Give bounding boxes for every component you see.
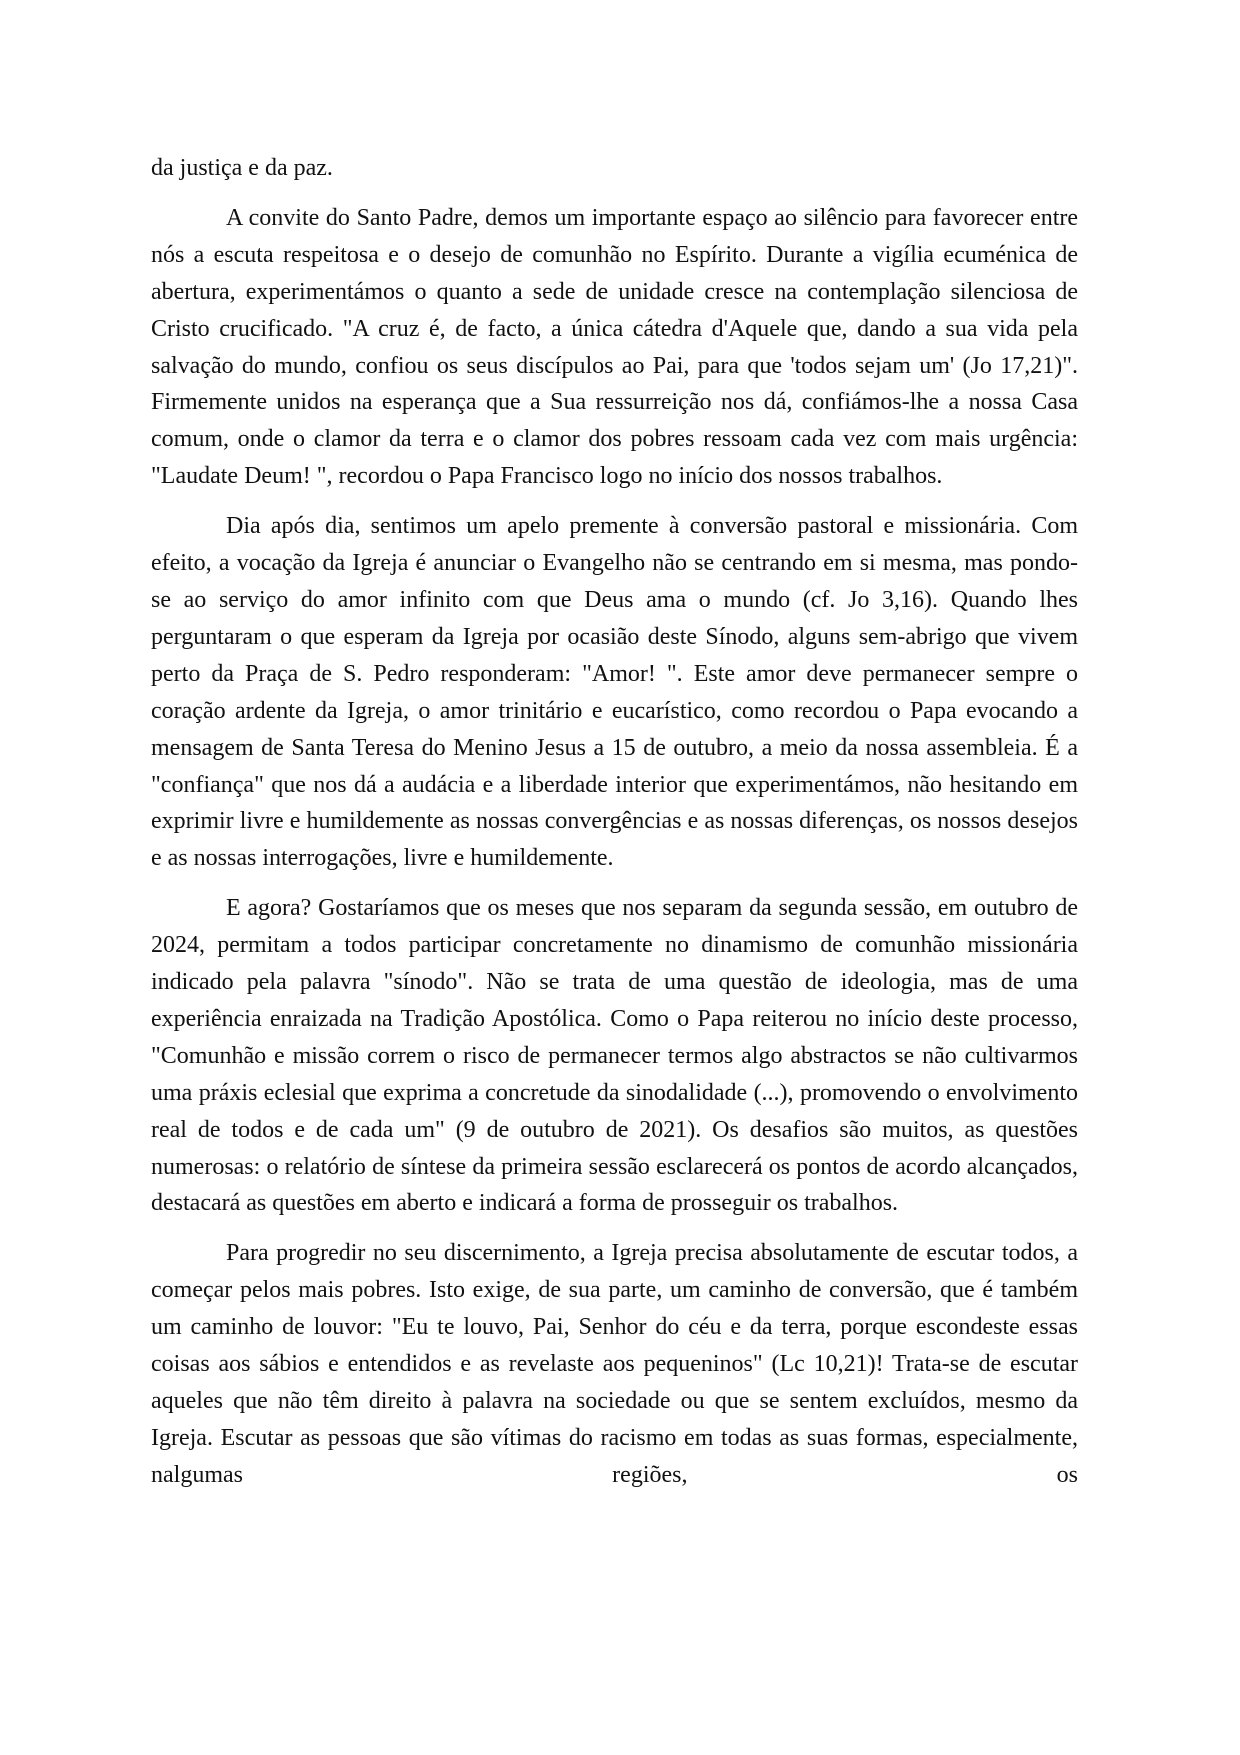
paragraph-silence: A convite do Santo Padre, demos um importante espaço ao silêncio para favorecer entre nós a escuta respeitosa e o desejo de comunhão no Espírito. Durante a vigília ecuménica de abertura, experimentámos o quanto a sede de unidade cresce na contemplação silenciosa de Cristo crucificado. "A cruz é, de facto, a única cátedra d'Aquele que, dando a sua vida pela salvação do mundo, confiou os seus discípulos ao Pai, para que 'todos sejam um' (Jo 17,21)". Firmemente unidos na esperança que a Sua ressurreição nos dá, confiámos-lhe a nossa Casa comum, onde o clamor da terra e o clamor dos pobres ressoam cada vez com mais urgência: "Laudate Deum! ", recordou o Papa Francisco logo no início dos nossos trabalhos. [151, 204, 1078, 490]
paragraph-next-session: E agora? Gostaríamos que os meses que nos separam da segunda sessão, em outubro de 2024, permitam a todos participar concretamente no dinamismo de comunhão missionária indicado pela palavra "sínodo". Não se trata de uma questão de ideologia, mas de uma experiência enraizada na Tradição Apostólica. Como o Papa reiterou no início deste processo, "Comunhão e missão correm o risco de permanecer termos algo abstractos se não cultivarmos uma práxis eclesial que exprima a concretude da sinodalidade (...), promovendo o envolvimento real de todos e de cada um" (9 de outubro de 2021). Os desafios são muitos, as questões numerosas: o relatório de síntese da primeira sessão esclarecerá os pontos de acordo alcançados, destacará as questões em aberto e indicará a forma de prosseguir os trabalhos. [151, 895, 1078, 1217]
document-page [151, 150, 1078, 1507]
paragraph-conversion: Dia após dia, sentimos um apelo premente à conversão pastoral e missionária. Com efeito, a vocação da Igreja é anunciar o Evangelho não se centrando em si mesma, mas pondo-se ao serviço do amor infinito com que Deus ama o mundo (cf. Jo 3,16). Quando lhes perguntaram o que esperam da Igreja por ocasião deste Sínodo, alguns sem-abrigo que vivem perto da Praça de S. Pedro responderam: "Amor! ". Este amor deve permanecer sempre o coração ardente da Igreja, o amor trinitário e eucarístico, como recordou o Papa evocando a mensagem de Santa Teresa do Menino Jesus a 15 de outubro, a meio da nossa assembleia. É a "confiança" que nos dá a audácia e a liberdade interior que experimentámos, não hesitando em exprimir livre e humildemente as nossas convergências e as nossas diferenças, os nossos desejos e as nossas interrogações, livre e humildemente. [151, 513, 1078, 872]
paragraph-continuation: da justiça e da paz. [151, 155, 333, 181]
paragraph-listening: Para progredir no seu discernimento, a Igreja precisa absolutamente de escutar todos, a começar pelos mais pobres. Isto exige, de sua parte, um caminho de conversão, que é também um caminho de louvor: "Eu te louvo, Pai, Senhor do céu e da terra, porque escondeste essas coisas aos sábios e entendidos e as revelaste aos pequeninos" (Lc 10,21)! Trata-se de escutar aqueles que não têm direito à palavra na sociedade ou que se sentem excluídos, mesmo da Igreja. Escutar as pessoas que são vítimas do racismo em todas as suas formas, especialmente, nalgumas regiões, os [151, 1240, 1078, 1488]
